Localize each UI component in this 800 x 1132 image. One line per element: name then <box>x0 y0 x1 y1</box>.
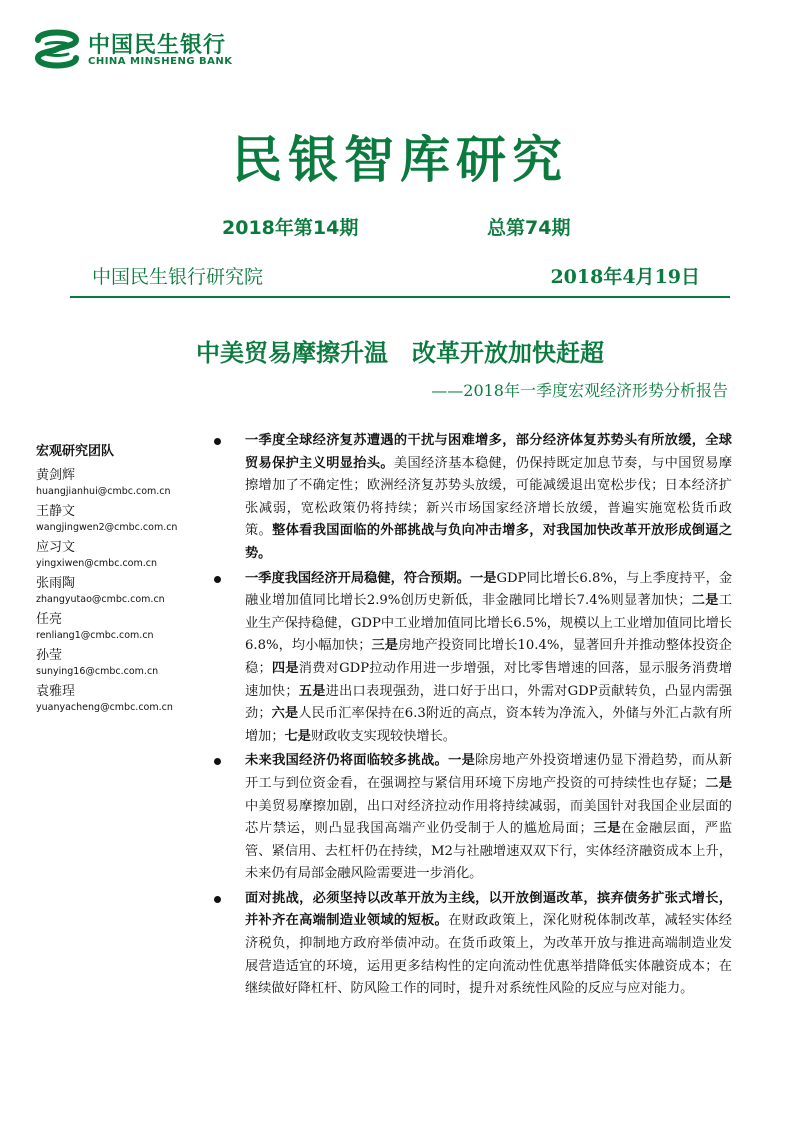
bullet-text-segment: 消费对GDP拉动作用进一步增强，对比零售增速的回落，显示服务消费增速加快； <box>245 660 733 699</box>
bullet-bold-segment: 面对挑战，必须坚持以改革开放为主线，以开放倒逼改革，摈弃债务扩张式增长，并补齐在高端制造业领域的短板。 <box>245 890 732 929</box>
bullet-text-segment: 工业生产保持稳健，GDP中工业增加值同比增长6.5%，规模以上工业增加值同比增长6.8%，均小幅加快； <box>245 593 733 654</box>
bullet-bold-segment: 一季度全球经济复苏遭遇的干扰与困难增多，部分经济体复苏势头有所放缓，全球贸易保护主义明显抬头。 <box>245 433 732 471</box>
total-issue-number: 总第74期 <box>487 217 571 239</box>
publish-date: 2018年4月19日 <box>550 266 700 288</box>
bullet-bold-segment: 未来我国经济仍将面临较多挑战。 <box>245 753 449 769</box>
bullet-bold-segment: 二是 <box>691 593 719 609</box>
bullet-icon <box>214 576 221 583</box>
member-email[interactable]: yingxiwen@cmbc.com.cn <box>36 558 158 569</box>
issue-number: 2018年第14期 <box>222 217 359 239</box>
member-name: 袁雅珵 <box>36 684 76 699</box>
bullet-bold-segment: 七是 <box>284 728 311 744</box>
member-name: 黄剑辉 <box>36 468 76 483</box>
bank-name-cn: 中国民生银行 <box>88 33 227 58</box>
bullet-text-segment: 进出口表现强劲，进口好于出口，外需对GDP贡献转负，凸显内需强劲； <box>245 683 733 722</box>
member-email[interactable]: sunying16@cmbc.com.cn <box>36 666 159 677</box>
publisher-org: 中国民生银行研究院 <box>92 266 264 288</box>
member-email[interactable]: renliang1@cmbc.com.cn <box>36 630 154 641</box>
bank-name-en: CHINA MINSHENG BANK <box>88 56 233 67</box>
summary-bullet <box>212 750 732 886</box>
bullet-text <box>245 750 732 886</box>
bullet-text-segment: 美国经济基本稳健，仍保持既定加息节奏，与中国贸易摩擦增加了不确定性；欧洲经济复苏势头放缓，可能减缓退出宽松步伐；日本经济扩张减弱，宽松政策仍将持续；新兴市场国家经济增长放缓，普遍实施宽松货币政策。 <box>245 455 733 539</box>
minsheng-bank-logo-icon <box>32 26 82 72</box>
bullet-text-segment: 在财政政策上，深化财税体制改革，减轻实体经济税负，抑制地方政府举债冲动。在货币政策上，为改革开放与推进高端制造业发展营造适宜的环境，运用更多结构性的定向流动性优惠举措降低实体融资成本；在继续做好降杠杆、防风险工作的同时，提升对系统性风险的反应与应对能力。 <box>245 913 732 997</box>
bullet-bold-segment: 一季度我国经济开局稳健，符合预期。 <box>245 570 470 586</box>
summary-bullet <box>212 430 732 566</box>
member-email[interactable]: zhangyutao@cmbc.com.cn <box>36 594 165 605</box>
member-name: 应习文 <box>36 540 76 555</box>
bullet-text <box>245 888 732 1001</box>
summary-bullets <box>212 430 732 1003</box>
summary-bullet <box>212 888 732 1001</box>
member-name: 张雨陶 <box>36 576 76 591</box>
bullet-text-segment: 房地产投资同比增长10.4%，显著回升并推动整体投资企稳； <box>245 638 732 676</box>
bullet-bold-segment: 二是 <box>704 775 732 791</box>
bullet-text-segment: 财政收支实现较快增长。 <box>310 728 456 744</box>
bullet-bold-segment: 四是 <box>271 660 299 676</box>
summary-bullet <box>212 568 732 749</box>
member-name: 王静文 <box>36 504 76 519</box>
bullet-bold-segment: 三是 <box>592 821 622 837</box>
team-heading: 宏观研究团队 <box>36 444 115 459</box>
member-name: 任亮 <box>36 612 63 627</box>
bullet-text <box>245 568 732 749</box>
bullet-icon <box>214 438 221 445</box>
bullet-text-segment: 在金融层面，严监管、紧信用、去杠杆仍在持续，M2与社融增速双双下行，实体经济融资成本上升，未来仍有局部金融风险需要进一步消化。 <box>245 821 733 882</box>
member-email[interactable]: huangjianhui@cmbc.com.cn <box>36 486 171 497</box>
bullet-bold-segment: 整体看我国面临的外部挑战与负向冲击增多，对我国加快改革开放形成倒逼之势。 <box>245 523 733 561</box>
bullet-text-segment: 人民币汇率保持在6.3附近的高点，资本转为净流入，外储与外汇占款有所增加； <box>245 706 733 744</box>
bullet-bold-segment: 三是 <box>371 638 399 654</box>
bullet-bold-segment: 五是 <box>298 683 326 699</box>
bank-logo <box>32 26 272 74</box>
bullet-icon <box>214 896 221 903</box>
member-email[interactable]: wangjingwen2@cmbc.com.cn <box>36 522 178 533</box>
bullet-text-segment: 除房地产外投资增速仍显下滑趋势，而从新开工与到位资金看，在强调控与紧信用环境下房地产投资的可持续性也存疑； <box>245 753 733 791</box>
report-subtitle: ——2018年一季度宏观经济形势分析报告 <box>431 381 728 400</box>
research-team-sidebar <box>36 440 206 717</box>
bullet-text-segment: 中美贸易摩擦加剧，出口对经济拉动作用将持续减弱，而美国针对我国企业层面的芯片禁运，则凸显我国高端产业仍受制于人的尴尬局面； <box>245 798 732 837</box>
report-title: 中美贸易摩擦升温 改革开放加快赶超 <box>196 339 604 367</box>
bullet-bold-segment: 六是 <box>271 706 299 722</box>
publication-masthead: 民银智库研究 <box>232 131 568 189</box>
bullet-text-segment: GDP同比增长6.8%，与上季度持平，金融业增加值同比增长2.9%创历史新低，非金融同比增长7.4%则显著加快； <box>245 570 733 609</box>
member-email[interactable]: yuanyacheng@cmbc.com.cn <box>36 702 173 713</box>
header-divider <box>70 296 730 298</box>
bullet-text <box>245 430 732 566</box>
member-name: 孙莹 <box>36 648 63 663</box>
bullet-bold-segment: 一是 <box>448 753 476 769</box>
bullet-icon <box>214 758 221 765</box>
bullet-bold-segment: 一是 <box>469 570 497 586</box>
